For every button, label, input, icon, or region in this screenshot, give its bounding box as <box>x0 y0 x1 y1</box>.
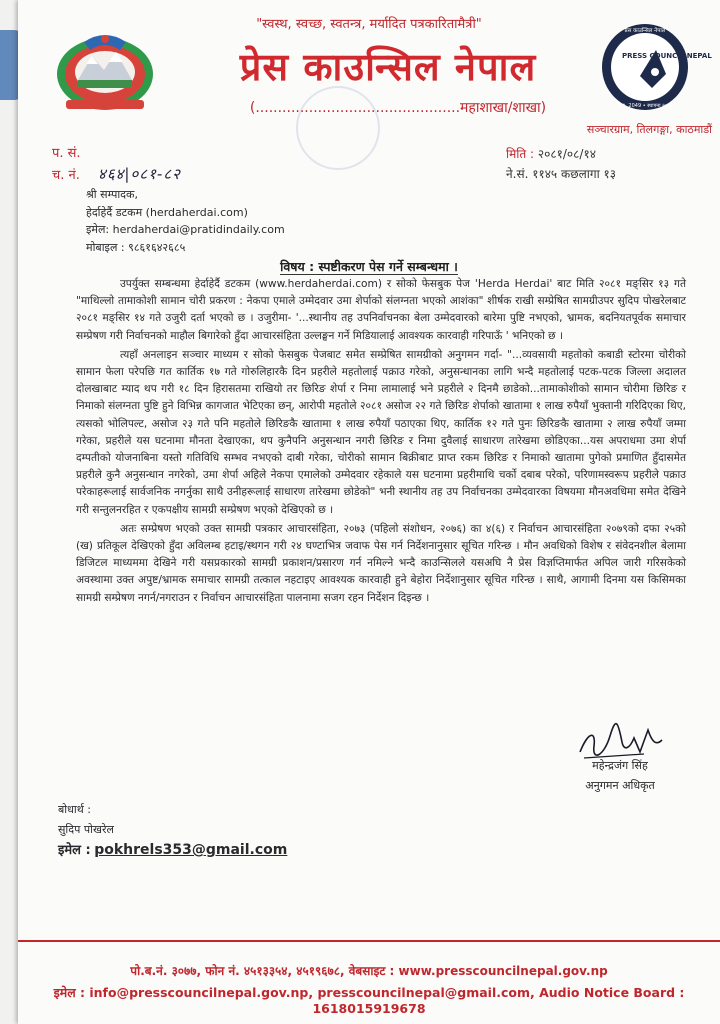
recipient-line-3: इमेल: herdaherdai@pratidindaily.com <box>86 223 285 236</box>
press-council-logo-icon <box>600 22 712 112</box>
date-block <box>506 144 616 184</box>
date-value: २०८१/०८/१४ <box>537 147 596 161</box>
council-address: सञ्चारग्राम, तिलगङ्गा, काठमाडौं <box>586 123 712 136</box>
signatory-title: अनुगमन अधिकृत <box>585 779 655 792</box>
recipient-line-4: मोबाइल : ९८६१६४२६८५ <box>86 240 186 254</box>
chn-row <box>52 164 181 186</box>
recipient-line-1: श्री सम्पादक, <box>86 188 138 201</box>
cc-email-row <box>58 840 287 861</box>
cc-email-link[interactable]: pokhrels353@gmail.com <box>94 842 288 858</box>
ps-label: प. सं. <box>52 146 81 161</box>
recipient-block <box>86 186 285 256</box>
footer-email-line: इमेल : info@presscouncilnepal.gov.np, presscouncilnepal@gmail.com, Audio Notice Board : 1618015919678 <box>53 985 685 1016</box>
date-row <box>506 144 616 164</box>
faint-stamp <box>296 86 380 170</box>
signatory-name: महेन्द्रजंग सिंह <box>592 759 648 772</box>
subject-text: विषय : स्पष्टीकरण पेस गर्ने सम्बन्धमा । <box>280 259 458 274</box>
organization-name: प्रेस काउन्सिल नेपाल <box>239 45 537 89</box>
subject-line <box>18 258 720 275</box>
cc-label: बोधार्थ : <box>58 803 91 816</box>
recipient-line-2: हेर्दाहेर्दै डटकम (herdaherdai.com) <box>86 205 248 219</box>
body-paragraph-2: त्यहाँ अनलाइन सञ्चार माध्यम र सोको फेसबुक पेजबाट समेत सम्प्रेषित सामग्रीको अनुगमन गर्दा- "...व्यवसायी महतोको कबाडी स्टोरमा चोरीको सामान फेला परेपछि गत कार्तिक १७ गते गोरुलिहारकै दिन प्रहरीले महतोलाई पक्राउ गरेको, अनुसन्धानका लागि भन्दै महतोलाई पटक-पटक जिल्ला अदालत दोलखाबाट म्याद थप गरी १८ दिन हिरासतमा राखियो तर छिरिङ शेर्पा र निमा लामालाई भने प्रहरीले २ दिनमै छाडेको...तामाकोशीको सामान चोरीमा छिरिङ र निमाको संलग्नता पुष्टि हुने विभिन्न कागजात भेटिएका छन्, आरोपी महतोले २०८१ असोज २२ गते छिरिङ शेर्पाको खातामा १ लाख रुपैयाँ भुक्तानी गरिदिएका थिए, त्यसको भोलिपल्ट, असोज २३ गते पनि महतोले छिरिङकै खातामा १ लाख रुपैयाँ पठाएका थिए, कार्तिक १२ गते पुनः छिरिङकै खातामा २ लाख रुपैयाँ जम्मा गरेका, प्रहरीले यस घटनामा मौनता देखाएका, थप कुनैपनि अनुसन्धान नगरी छिरिङ र निमा दुवैलाई साधारण तारेखमा छोडिएका...यस अपराधमा उमा शेर्पा दम्पतीको योजनाबिना यस्तो गतिविधि सम्भव नभएको दाबी गरेका, चोरीको सामान बिक्रीबाट प्राप्त रकम छिरिङ र निमाको खातामा पुगेको प्रमाणित हुँदासमेत प्रहरीले कुनै अनुसन्धान नगरेको, उमा शेर्पा अहिले नेकपा एमालेको उम्मेदवार रहेकाले यस घटनामा प्रहरीमाथि चर्को दबाब परेको, परिणामस्वरूप प्रहरीले पक्राउ परेकाहरूलाई सार्वजनिक नगर्नुका साथै उनीहरूलाई साधारण तारेखमा छोडेको" भनी स्थानीय तह उप निर्वाचनका उम्मेदवारका विषयमा मौनअवधिमा समेत देखिने गरी सन्तुलनरहित र एकपक्षीय सामग्री सम्प्रेषण भएको देखिएको छ । <box>76 348 686 516</box>
chn-label: च. नं. <box>52 168 80 183</box>
letter-body <box>76 276 686 609</box>
cc-email-label: इमेल : <box>58 843 91 858</box>
cc-name: सुदिप पोखरेल <box>58 823 114 836</box>
letterhead-motto: "स्वस्थ, स्वच्छ, स्वतन्त्र, मर्यादित पत्रकारितामैत्री" <box>256 17 482 32</box>
logo-arc-top-text: प्रेस काउन्सिल नेपाल <box>624 28 666 34</box>
date-label: मिति : <box>506 147 535 161</box>
logo-title-text: PRESS COUNCIL NEPAL <box>622 52 712 60</box>
letter-page <box>18 0 720 1024</box>
footer-divider <box>18 940 720 942</box>
nepal-sambat-date: ने.सं. ११४५ कछलागा १३ <box>506 167 617 181</box>
signatory-block <box>570 756 670 796</box>
branch-line: (..............................................महाशाखा/शाखा) <box>249 100 547 116</box>
nepal-emblem-icon <box>54 30 156 112</box>
footer-contact-line: पो.ब.नं. ३०७७, फोन नं. ४५१३३५४, ४५१९६७८, वेबसाइट : www.presscouncilnepal.gov.np <box>130 964 608 978</box>
body-paragraph-1: उपर्युक्त सम्बन्धमा हेर्दाहेर्दै डटकम (www.herdaherdai.com) र सोको फेसबुक पेज 'Herda Herdai' बाट मिति २०८१ मङ्सिर १३ गते "माथिल्लो तामाकोशी सामान चोरी प्रकरण : नेकपा एमाले उम्मेदवार उमा शेर्पाको संलग्नता भएको आशंका" शीर्षक राखी सम्प्रेषित सामग्रीउपर सुदिप पोखरेलबाट २०८१ मङ्सिर १४ गते उजुरी दर्ता भएको छ । उजुरीमा- '...स्थानीय तह उपनिर्वाचनका बेला उम्मेदवारको बारेमा पुष्टि नभएको, भ्रामक, बदनियतपूर्वक समाचार सम्प्रेषण गरी निर्वाचनको माहौल बिगारेको हुँदा आचारसंहिता उल्लङ्घन गर्ने मिडियालाई आवश्यक कारवाही गरिपाऊँ ' भनिएको छ । <box>76 278 686 342</box>
reference-numbers <box>52 144 181 186</box>
chn-value: ४६४|०८१-८२ <box>98 165 181 183</box>
copy-to-block <box>58 800 287 861</box>
logo-arc-bottom-text: Est. 2049 • स्थापना २०४९ <box>617 103 673 109</box>
body-paragraph-3: अतः सम्प्रेषण भएको उक्त सामग्री पत्रकार आचारसंहिता, २०७३ (पहिलो संशोधन, २०७६) का ४(६) र निर्वाचन आचारसंहिता २०७९को दफा २५को (ख) प्रतिकूल देखिएको हुँदा अविलम्ब हटाइ/स्थगन गरी २४ घण्टाभित्र जवाफ पेस गर्न निर्देशनानुसार सूचित गरिन्छ । मौन अवधिको विशेष र संवेदनशील बेलामा डिजिटल माध्यममा देखिने गरी यसप्रकारको सामग्री प्रकाशन/प्रसारण गर्न नमिल्ने भन्दै काउन्सिलले यसअघि नै प्रेस विज्ञप्तिमार्फत अपिल जारी गरिसकेको अवस्थामा उक्त अपुष्ट/भ्रामक समाचार सामग्री तत्काल नहटाइए आवश्यक कारवाही हुने बेहोरा निर्देशानुसार सूचित गरिन्छ । साथै, आगामी दिनमा यस किसिमका सामग्री सम्प्रेषण नगर्न/नगराउन र निर्वाचन आचारसंहिता पालनामा सजग रहन निर्देशन दिइन्छ । <box>76 522 686 604</box>
